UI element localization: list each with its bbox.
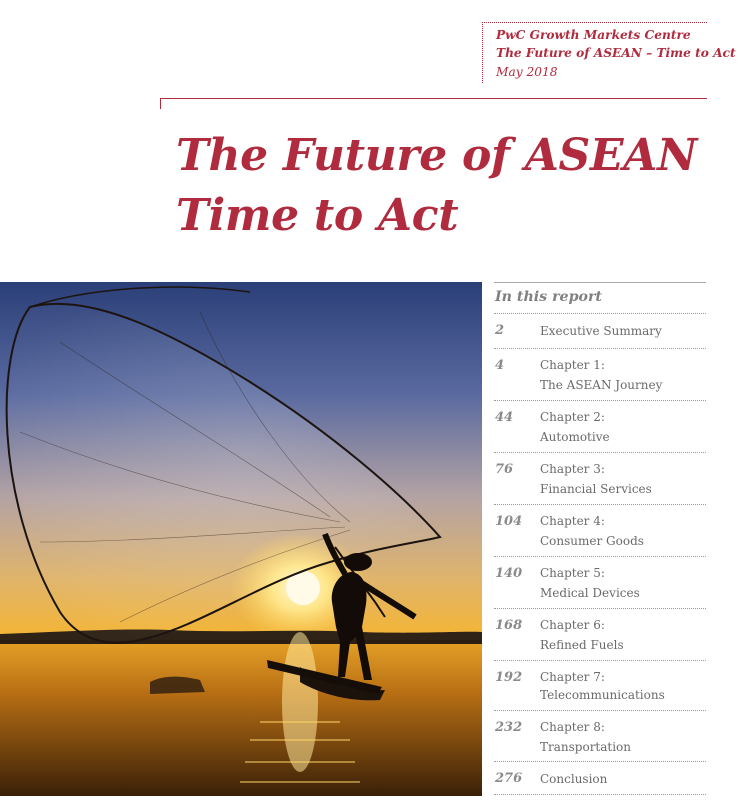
toc-item-title: Automotive [540, 430, 610, 444]
cover-photo [0, 282, 482, 796]
toc-item-title: Medical Devices [540, 586, 640, 600]
header-block [482, 22, 736, 83]
toc-item-title: Financial Services [540, 482, 652, 496]
page-title-line-2: Time to Act [176, 190, 459, 241]
toc-page-number: 140 [495, 566, 523, 581]
toc-item[interactable] [494, 314, 706, 349]
toc-item-title: Telecommunications [540, 688, 665, 702]
toc-item-title: The ASEAN Journey [540, 378, 663, 392]
toc-item-chapter: Chapter 5: [540, 566, 605, 580]
toc-item-chapter: Chapter 2: [540, 410, 605, 424]
toc-item-title: Refined Fuels [540, 638, 624, 652]
header-report-title: The Future of ASEAN – Time to Act [496, 46, 736, 60]
toc-page-number: 168 [495, 618, 523, 633]
toc-item[interactable] [494, 349, 706, 401]
fisherman-sunset-image [0, 282, 482, 796]
title-rule [160, 98, 707, 109]
toc-item-title: Transportation [540, 740, 632, 754]
toc-page-number: 276 [495, 771, 523, 786]
toc-item[interactable] [494, 609, 706, 661]
toc-page-number: 104 [495, 514, 523, 529]
toc-item-chapter: Chapter 7: [540, 670, 605, 684]
toc-item[interactable] [494, 453, 706, 505]
toc-heading [494, 282, 706, 314]
toc-item-title: Executive Summary [540, 324, 662, 338]
toc-item-chapter: Chapter 6: [540, 618, 605, 632]
header-org: PwC Growth Markets Centre [496, 28, 691, 42]
page-title-line-1: The Future of ASEAN [176, 130, 698, 181]
toc-page-number: 2 [495, 323, 505, 338]
toc-heading-text: In this report [495, 289, 602, 305]
toc-item[interactable] [494, 762, 706, 795]
toc-item-chapter: Chapter 8: [540, 720, 605, 734]
toc-page-number: 192 [495, 670, 523, 685]
toc-item[interactable] [494, 711, 706, 762]
toc-page-number: 4 [495, 358, 505, 373]
toc-page-number: 232 [495, 720, 523, 735]
toc-item-chapter: Chapter 1: [540, 358, 605, 372]
header-date: May 2018 [496, 65, 558, 79]
toc-item-title: Conclusion [540, 772, 608, 786]
toc-item-title: Consumer Goods [540, 534, 644, 548]
toc-page-number: 76 [495, 462, 514, 477]
toc-item[interactable] [494, 401, 706, 453]
toc-item-chapter: Chapter 4: [540, 514, 605, 528]
toc-item-chapter: Chapter 3: [540, 462, 605, 476]
toc-page-number: 44 [495, 410, 514, 425]
toc-item[interactable] [494, 557, 706, 609]
toc-item[interactable] [494, 505, 706, 557]
toc-item[interactable] [494, 661, 706, 711]
